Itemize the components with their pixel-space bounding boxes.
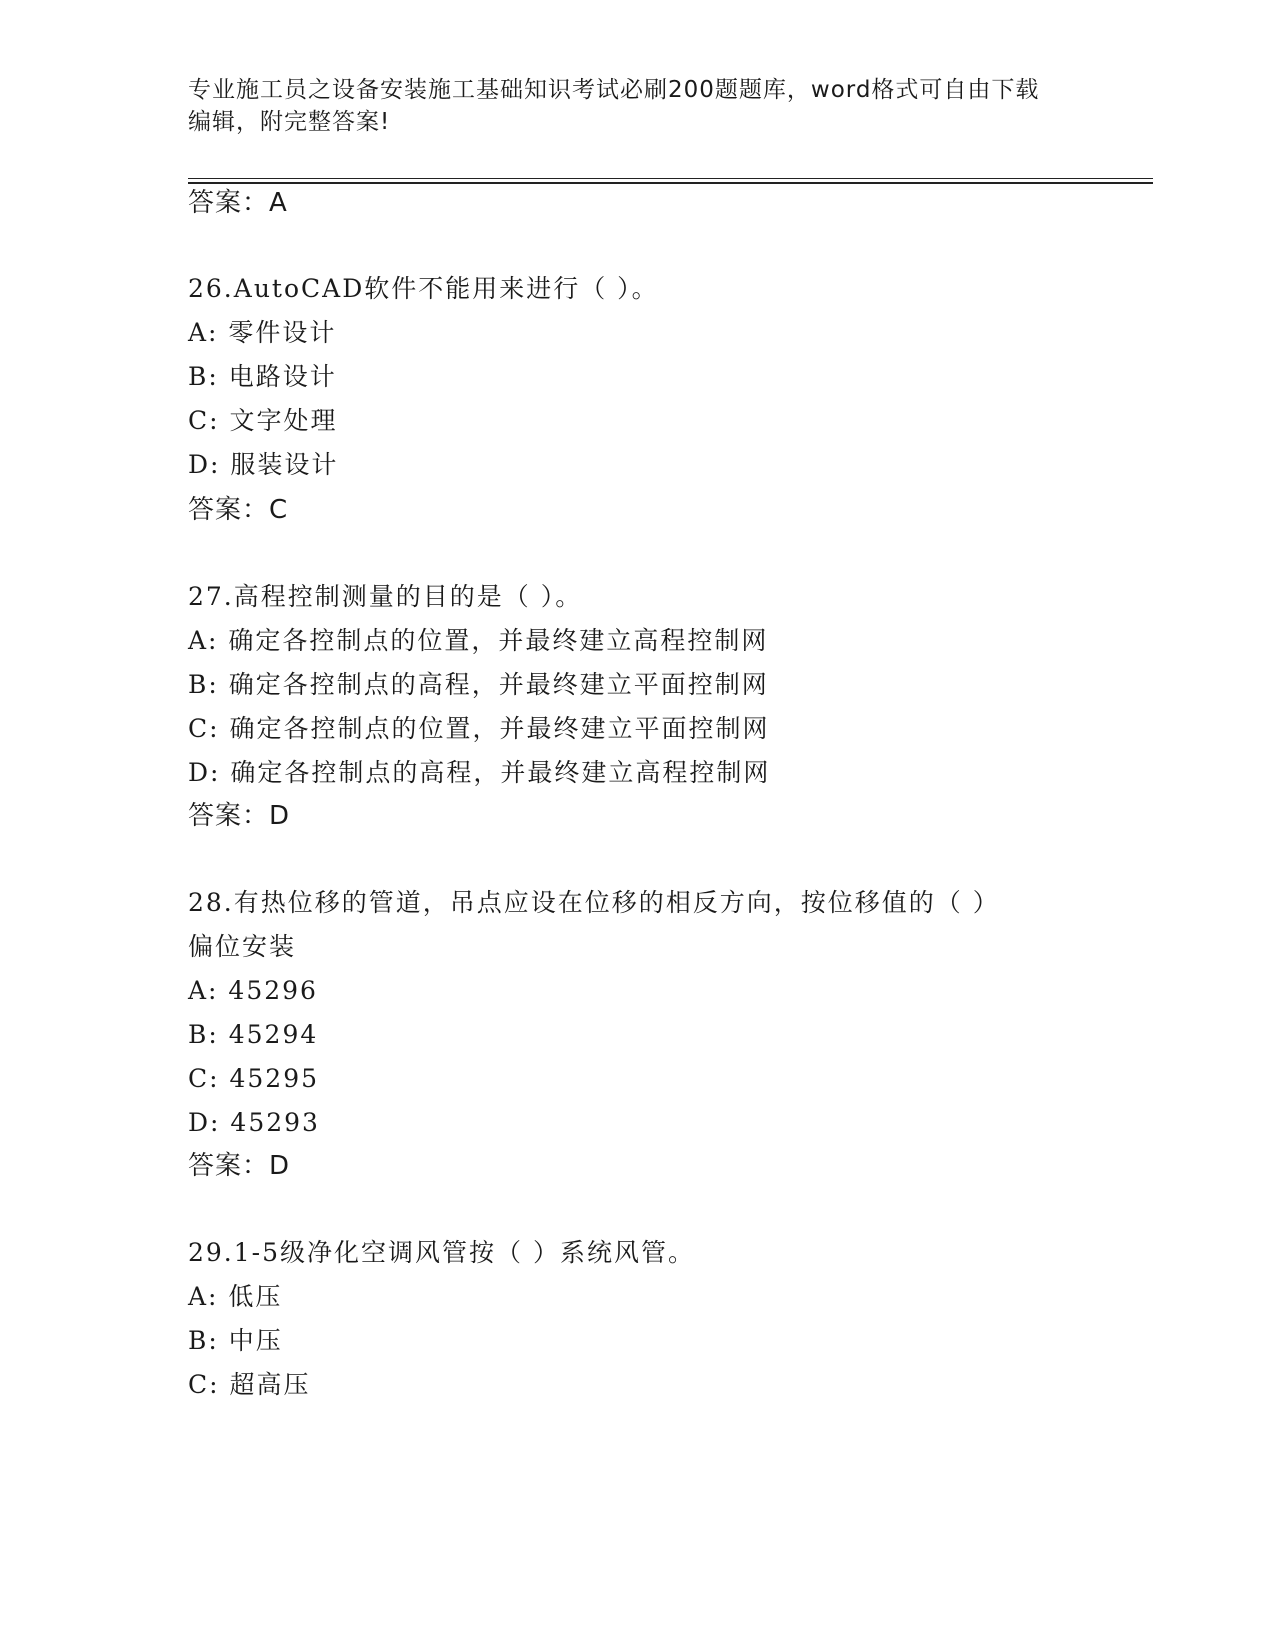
question-28-option-b: B: 45294	[188, 1020, 319, 1049]
question-26-option-c: C: 文字处理	[188, 406, 338, 435]
question-26-option-a: A: 零件设计	[188, 318, 337, 347]
question-27-option-d: D: 确定各控制点的高程，并最终建立高程控制网	[188, 758, 771, 787]
answer-28: 答案：D	[188, 1151, 291, 1181]
question-29-option-a: A: 低压	[188, 1282, 283, 1311]
answer-25: 答案：A	[188, 188, 288, 218]
question-28-option-c: C: 45295	[188, 1064, 320, 1093]
header-line-1: 专业施工员之设备安装施工基础知识考试必刷200题题库，word格式可自由下载	[188, 77, 1040, 103]
answer-27: 答案：D	[188, 801, 291, 831]
question-28-text-continued: 偏位安装	[188, 932, 297, 961]
question-28-option-d: D: 45293	[188, 1108, 320, 1137]
question-27-option-c: C: 确定各控制点的位置，并最终建立平面控制网	[188, 714, 770, 743]
question-28-text: 28.有热位移的管道，吊点应设在位移的相反方向，按位移值的（ ）	[188, 888, 1000, 917]
header-line-2: 编辑，附完整答案!	[188, 109, 391, 135]
question-29-option-b: B: 中压	[188, 1326, 283, 1355]
answer-26: 答案：C	[188, 495, 289, 525]
question-26-text: 26.AutoCAD软件不能用来进行（ ）。	[188, 274, 659, 303]
header-divider-thick	[188, 182, 1153, 184]
question-27-option-a: A: 确定各控制点的位置，并最终建立高程控制网	[188, 626, 769, 655]
document-header	[188, 74, 1068, 138]
question-28-option-a: A: 45296	[188, 976, 318, 1005]
question-27-text: 27.高程控制测量的目的是（ ）。	[188, 582, 583, 611]
header-divider-thin	[188, 178, 1153, 179]
question-29-option-c: C: 超高压	[188, 1370, 311, 1399]
question-27-option-b: B: 确定各控制点的高程，并最终建立平面控制网	[188, 670, 769, 699]
question-29-text: 29.1-5级净化空调风管按（ ）系统风管。	[188, 1238, 695, 1267]
question-26-option-b: B: 电路设计	[188, 362, 337, 391]
question-26-option-d: D: 服装设计	[188, 450, 339, 479]
